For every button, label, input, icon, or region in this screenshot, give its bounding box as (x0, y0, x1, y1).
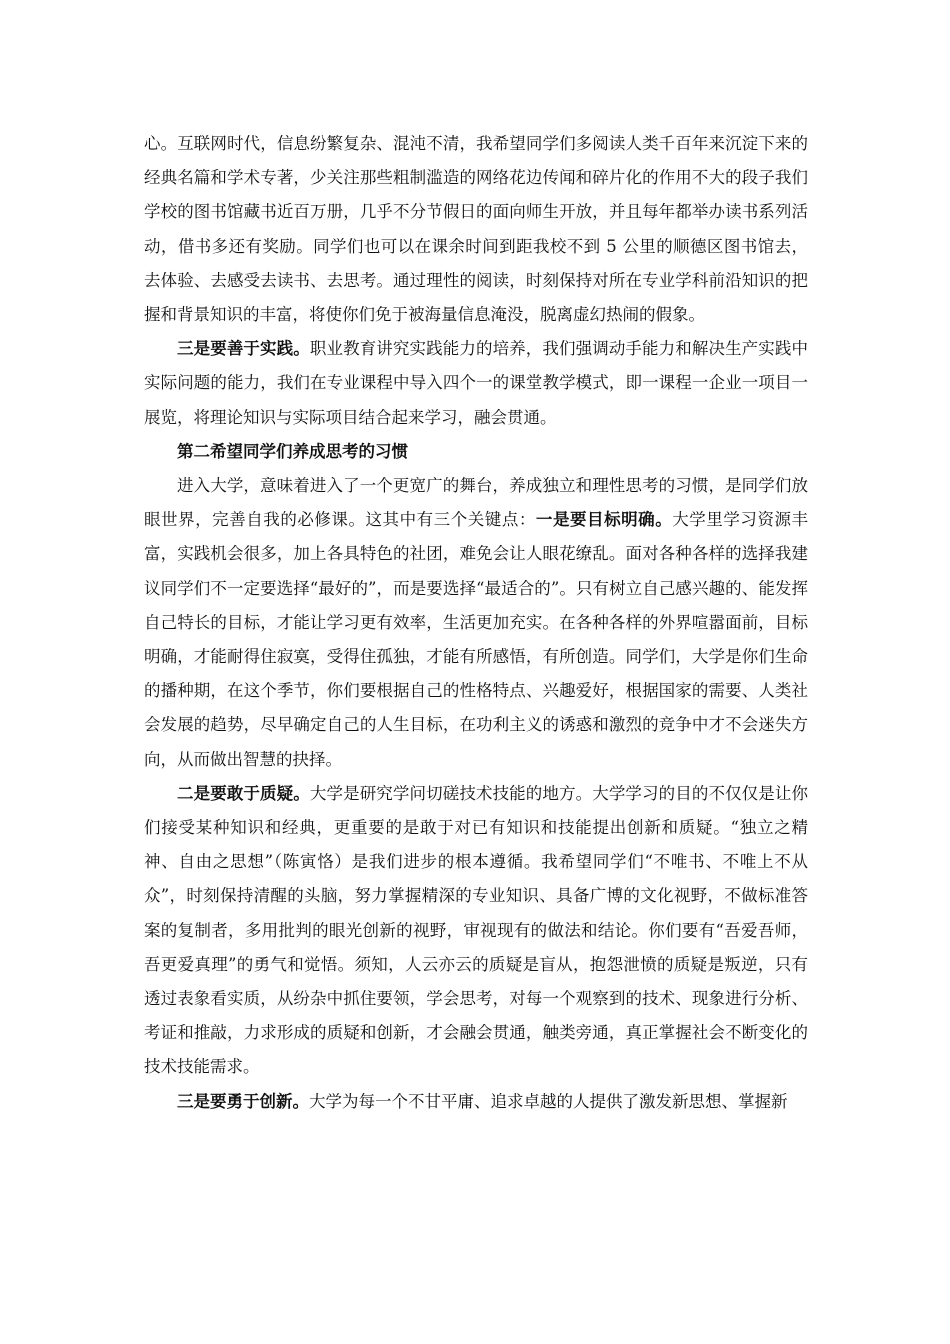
paragraph-reading (144, 127, 808, 332)
section-heading-thinking: 第二希望同学们养成思考的习惯 (177, 441, 408, 461)
paragraph-practice (144, 332, 808, 435)
paragraph-goals-lead: 一是要目标明确。 (535, 510, 673, 530)
paragraph-goals (144, 469, 808, 777)
paragraph-questioning-lead: 二是要敢于质疑。 (177, 783, 310, 803)
paragraph-goals-intro: 进入大学，意味着进入了一个更宽广的舞台，养成独立和理性思考的习惯，是同学们放眼世界，完善自我的必修课。这其中有三个关键点： (144, 476, 808, 530)
paragraph-questioning-text: 大学是研究学问切磋技术技能的地方。大学学习的目的不仅仅是让你们接受某种知识和经典，更重要的是敢于对已有知识和技能提出创新和质疑。“独立之精神、自由之思想”（陈寅恪）是我们进步的根本遵循。我希望同学们“不唯书、不唯上不从众”，时刻保持清醒的头脑，努力掌握精深的专业知识、具备广博的文化视野，不做标准答案的复制者，多用批判的眼光创新的视野，审视现有的做法和结论。你们要有“吾爱吾师，吾更爱真理”的勇气和觉悟。须知，人云亦云的质疑是盲从，抱怨泄愤的质疑是叛逆，只有透过表象看实质，从纷杂中抓住要领，学会思考，对每一个观察到的技术、现象进行分析、考证和推敲，力求形成的质疑和创新，才会融会贯通，触类旁通，真正掌握社会不断变化的技术技能需求。 (144, 783, 809, 1077)
paragraph-practice-text: 职业教育讲究实践能力的培养，我们强调动手能力和解决生产实践中实际问题的能力，我们在专业课程中导入四个一的课堂教学模式，即一课程一企业一项目一展览，将理论知识与实际项目结合起来学习，融会贯通。 (144, 339, 809, 427)
paragraph-innovation (144, 1085, 808, 1119)
paragraph-reading-text: 心。互联网时代，信息纷繁复杂、混沌不清，我希望同学们多阅读人类千百年来沉淀下来的经典名篇和学术专著，少关注那些粗制滥造的网络花边传闻和碎片化的作用不大的段子我们学校的图书馆藏书近百万册，几乎不分节假日的面向师生开放，并且每年都举办读书系列活动，借书多还有奖励。同学们也可以在课余时间到距我校不到 5 公里的顺德区图书馆去，去体验、去感受去读书、去思考。通过理性的阅读，时刻保持对所在专业学科前沿知识的把握和背景知识的丰富，将使你们免于被海量信息淹没，脱离虚幻热闹的假象。 (144, 134, 808, 325)
document-body (144, 127, 808, 1119)
paragraph-questioning (144, 777, 808, 1085)
paragraph-practice-lead: 三是要善于实践。 (177, 339, 310, 359)
paragraph-innovation-text: 大学为每一个不甘平庸、追求卓越的人提供了激发新思想、掌握新 (309, 1091, 788, 1111)
paragraph-goals-text: 大学里学习资源丰富，实践机会很多，加上各具特色的社团，难免会让人眼花缭乱。面对各种各样的选择我建议同学们不一定要选择“最好的”，而是要选择“最适合的”。只有树立自己感兴趣的、能发挥自己特长的目标，才能让学习更有效率，生活更加充实。在各种各样的外界喧嚣面前，目标明确，才能耐得住寂寞，受得住孤独，才能有所感悟，有所创造。同学们，大学是你们生命的播种期，在这个季节，你们要根据自己的性格特点、兴趣爱好，根据国家的需要、人类社会发展的趋势，尽早确定自己的人生目标，在功利主义的诱惑和激烈的竞争中才不会迷失方向，从而做出智慧的抉择。 (144, 510, 809, 769)
paragraph-innovation-lead: 三是要勇于创新。 (177, 1091, 309, 1111)
